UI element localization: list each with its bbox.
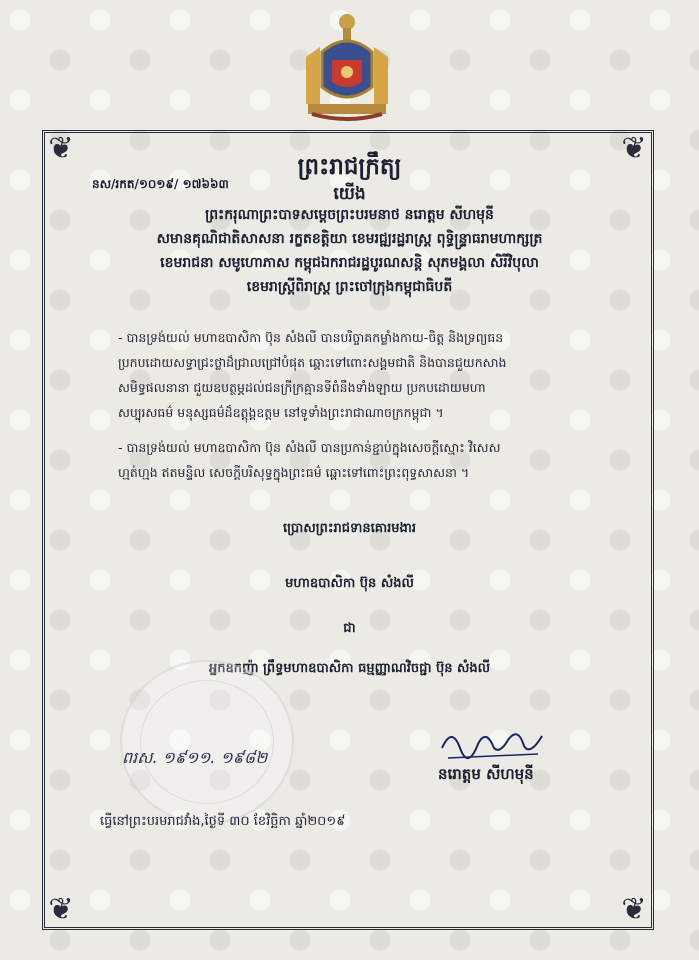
- conferred-title: អ្នកឧកញ៉ា ព្រឹទ្ធមហាឧបាសិកា ធម្មញ្ញាណវិចជ្ជា ប៊ុន សំងលី: [208, 661, 491, 676]
- handwritten-signature-icon: [438, 718, 548, 764]
- decree-title: ព្រះរាជក្រឹត្យ: [297, 154, 402, 180]
- proclamation-heading: ប្រោសព្រះរាជទានគោរមងារ: [282, 521, 417, 536]
- king-title-line: សមានគុណិជាតិសាសនា រក្ខតខត្តិយា ខេមរជ្ឍរដ្ឋរាស្ត្រ ពុទ្ធិន្ទ្រាធរាមហាក្សត្រ: [156, 231, 543, 247]
- place-and-date: ធ្វើនៅព្រះបរមរាជវាំង,ថ្ងៃទី ៣០ ខែវិច្ឆិកា ឆ្នាំ២០១៩: [100, 814, 346, 829]
- signer-name: នរោត្តម សីហមុនី: [438, 765, 534, 783]
- handwritten-code: ពរស. ១៩១១. ១៩៨២: [122, 748, 268, 767]
- body-paragraph-line: សប្បុរសធម៌ មនុស្សធម៌ដ៏ឧត្តុង្គឧត្តម នៅទូទាំងព្រះរាជាណាចក្រកម្ពុជា ។: [118, 405, 444, 420]
- king-title-line: ខេមរាស្ត្រីពិរាស្ត្រ ព្រះចៅក្រុងកម្ពុជាធិបតី: [246, 279, 453, 295]
- body-paragraph-line: - បានទ្រង់យល់ មហាឧបាសិកា ប៊ុន សំងលី បានបរិច្ចាគកម្លាំងកាយ-ចិត្ត និងទ្រព្យធន: [118, 330, 504, 345]
- honoree-name: មហាឧបាសិកា ប៊ុន សំងលី: [285, 576, 414, 591]
- decree-subtitle: យើង: [333, 184, 366, 204]
- ornament-corner-icon: ❦: [621, 892, 647, 927]
- king-title-line: ព្រះករុណាព្រះបាទសម្ដេចព្រះបរមនាថ នរោត្តម សីហមុនី: [205, 207, 494, 223]
- body-paragraph-line: ហ្មត់ហ្មង ឥតមន្ទិល សេចក្តីបរិសុទ្ធក្នុងព្រះធម៌ ឆ្ពោះទៅពោះព្រះពុទ្ធសាសនា ។: [118, 465, 470, 480]
- embossed-seal-icon: [120, 660, 294, 824]
- ornament-corner-icon: ❦: [621, 131, 647, 166]
- as-connector: ជា: [343, 621, 356, 636]
- body-paragraph-line: សមិទ្ធផលនានា ជួយឧបត្ថម្ភដល់ជនក្រីក្រគ្មានទីពំនឹងទាំងឡាយ ប្រកបដោយមហា: [118, 380, 486, 395]
- king-title-line: ខេមរាជនា សមូហោភាស កម្ពុជឯករាជរដ្ឋបូរណសន្តិ សុភមង្គលា សិរីវិបុលា: [160, 255, 539, 271]
- body-paragraph-line: ប្រកបដោយសទ្ធាជ្រះថ្លាដ៏ជ្រាលជ្រៅបំផុត ឆ្ពោះទៅពោះសង្គមជាតិ និងបានជួយកសាង: [118, 355, 507, 370]
- ornament-corner-icon: ❦: [48, 892, 74, 927]
- body-paragraph-line: - បានទ្រង់យល់ មហាឧបាសិកា ប៊ុន សំងលី បានប្រកាន់ខ្ជាប់ក្នុងសេចក្តីស្មោះ វិសេស: [118, 440, 501, 455]
- ornament-corner-icon: ❦: [48, 131, 74, 166]
- royal-arms-emblem-icon: [292, 12, 402, 124]
- reference-number: នស/រកត/១០១៩/ ១៧៦៦៣: [92, 177, 229, 191]
